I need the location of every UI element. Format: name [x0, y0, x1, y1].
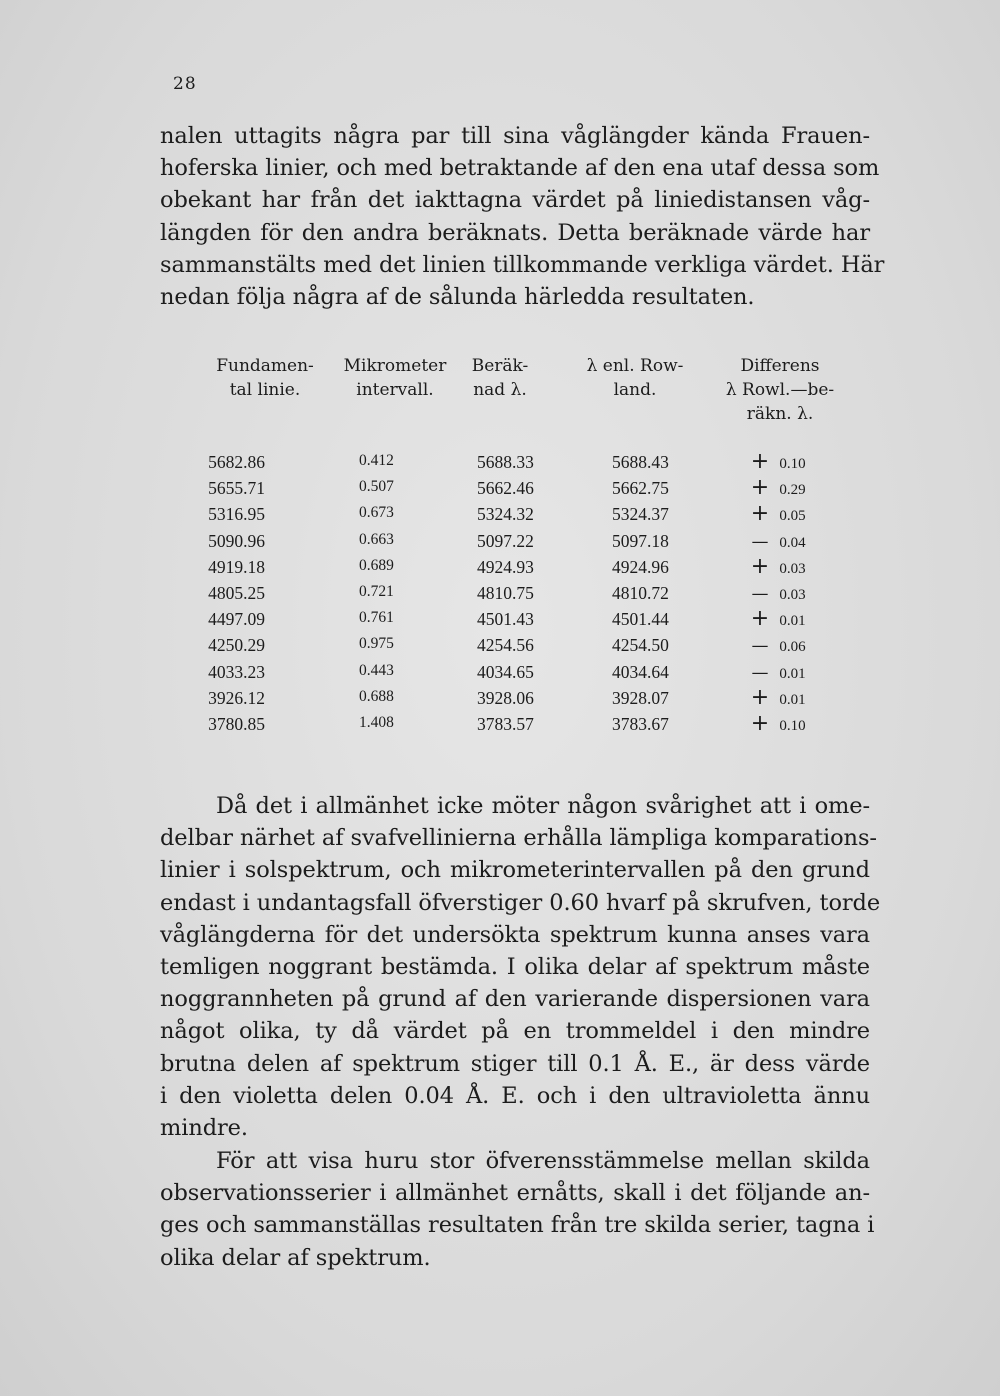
- micrometer-interval-cell: 0.688: [359, 687, 394, 705]
- fundamental-line-cell: 4805.25: [208, 582, 265, 603]
- rowland-lambda-cell: 4254.50: [612, 635, 669, 656]
- fundamental-line-cell: 5682.86: [208, 452, 265, 472]
- computed-lambda-cell: 4034.65: [477, 661, 534, 682]
- text-line: endast i undantagsfall öfverstiger 0.60 hvarf på skrufven, torde: [160, 889, 881, 916]
- rowland-lambda-cell: 4924.96: [612, 556, 669, 577]
- fundamental-line-cell: 3926.12: [208, 687, 265, 708]
- text-line: sammanstälts med det linien tillkommande verkliga värdet. Här: [160, 251, 885, 278]
- micrometer-interval-cell: 0.721: [359, 582, 394, 600]
- difference-value: 0.03: [779, 560, 806, 577]
- computed-lambda-cell: 5688.33: [477, 452, 534, 472]
- text-line: ges och sammanställas resultaten från tre skilda serier, tagna i: [160, 1212, 875, 1239]
- difference-cell: [745, 449, 806, 474]
- text-line: Då det i allmänhet icke möter någon svårighet att i ome-: [216, 793, 870, 819]
- micrometer-interval-cell: 0.975: [359, 635, 394, 653]
- table-header: [160, 354, 880, 444]
- rowland-lambda-cell: 4810.72: [612, 582, 669, 603]
- intro-paragraph: [160, 120, 885, 313]
- table-row: [160, 553, 880, 583]
- plus-sign: +: [750, 606, 770, 632]
- text-line: linier i solspektrum, och mikrometerintervallen på den grund: [160, 857, 870, 884]
- difference-cell: [745, 606, 806, 632]
- computed-lambda-cell: 3783.57: [477, 713, 534, 734]
- rowland-lambda-cell: 5324.37: [612, 504, 669, 525]
- difference-cell: [745, 684, 806, 710]
- difference-cell: [745, 662, 806, 683]
- text-line: brutna delen af spektrum stiger till 0.1 Å. E., är dess värde: [160, 1050, 870, 1077]
- table-row: [160, 635, 880, 661]
- table-row: [160, 583, 880, 609]
- text-line: observationsserier i allmänhet ernåtts, skall i det följande an-: [160, 1180, 870, 1207]
- header-fundamental-line: Fundamen- tal linie.: [216, 356, 314, 400]
- difference-value: 0.10: [779, 456, 806, 472]
- plus-sign: +: [750, 501, 770, 527]
- header-micrometer-interval: Mikrometer intervall.: [343, 356, 447, 400]
- rowland-lambda-cell: 3928.07: [612, 687, 669, 708]
- difference-cell: [745, 475, 806, 501]
- text-line: något olika, ty då värdet på en trommeldel i den mindre: [160, 1018, 870, 1045]
- table-row: [160, 606, 880, 635]
- computed-lambda-cell: 4501.43: [477, 609, 534, 630]
- rowland-lambda-cell: 5662.75: [612, 478, 669, 499]
- plus-sign: +: [750, 710, 770, 736]
- micrometer-interval-cell: 0.507: [359, 478, 394, 496]
- difference-value: 0.10: [779, 717, 806, 734]
- difference-cell: [745, 501, 806, 527]
- fundamental-line-cell: 5316.95: [208, 504, 265, 525]
- rowland-lambda-cell: 3783.67: [612, 713, 669, 734]
- text-line: noggrannheten på grund af den varierande dispersionen vara: [160, 986, 870, 1013]
- computed-lambda-cell: 5662.46: [477, 478, 534, 499]
- header-difference: Differens λ Rowl.—be- räkn. λ.: [725, 356, 835, 424]
- text-line: hoferska linier, och med betraktande af den ena utaf dessa som: [160, 155, 880, 182]
- micrometer-interval-cell: 0.412: [359, 452, 394, 469]
- difference-value: 0.04: [779, 534, 806, 551]
- rowland-lambda-cell: 5688.43: [612, 452, 669, 472]
- computed-lambda-cell: 5324.32: [477, 504, 534, 525]
- difference-cell: [745, 531, 806, 552]
- text-line: För att visa huru stor öfverensstämmelse mellan skilda: [216, 1148, 870, 1174]
- difference-value: 0.01: [779, 613, 806, 630]
- table-row: [160, 475, 880, 504]
- plus-sign: +: [750, 684, 770, 710]
- difference-value: 0.29: [779, 482, 806, 499]
- rowland-lambda-cell: 4501.44: [612, 609, 669, 630]
- minus-sign: —: [751, 583, 769, 604]
- computed-lambda-cell: 4924.93: [477, 556, 534, 577]
- text-line: obekant har från det iakttagna värdet på liniedistansen våg-: [160, 187, 870, 214]
- header-rowland-lambda: λ enl. Row- land.: [586, 356, 684, 400]
- table-row: [160, 662, 880, 688]
- text-line: i den violetta delen 0.04 Å. E. och i den ultravioletta ännu: [160, 1082, 870, 1109]
- text-line: våglängderna för det undersökta spektrum kunna anses vara: [160, 921, 870, 948]
- fundamental-line-cell: 4250.29: [208, 635, 265, 656]
- plus-sign: +: [750, 475, 770, 501]
- difference-value: 0.01: [779, 665, 806, 682]
- page-number: 28: [173, 74, 197, 94]
- rowland-lambda-cell: 4034.64: [612, 661, 669, 682]
- computed-lambda-cell: 5097.22: [477, 530, 534, 551]
- micrometer-interval-cell: 1.408: [359, 713, 394, 731]
- minus-sign: —: [751, 531, 769, 552]
- micrometer-interval-cell: 0.689: [359, 556, 394, 574]
- table-row: [160, 501, 880, 530]
- minus-sign: —: [751, 636, 769, 657]
- fundamental-line-cell: 5090.96: [208, 530, 265, 551]
- computed-lambda-cell: 3928.06: [477, 687, 534, 708]
- difference-value: 0.01: [779, 691, 806, 708]
- text-line: nedan följa några af de sålunda härledda resultaten.: [160, 284, 755, 311]
- header-computed-lambda: Beräk- nad λ.: [471, 356, 529, 400]
- difference-cell: [745, 553, 806, 579]
- micrometer-interval-cell: 0.761: [359, 609, 394, 627]
- table-row: [160, 531, 880, 557]
- text-line: nalen uttagits några par till sina våglängder kända Frauen-: [160, 123, 870, 149]
- table-row: [160, 710, 880, 740]
- micrometer-interval-cell: 0.443: [359, 661, 394, 679]
- computed-lambda-cell: 4810.75: [477, 582, 534, 603]
- difference-value: 0.06: [779, 639, 806, 656]
- text-line: längden för den andra beräknats. Detta beräknade värde har: [160, 219, 870, 246]
- difference-cell: [745, 710, 806, 736]
- plus-sign: +: [750, 449, 770, 474]
- body-paragraph: [160, 790, 881, 1144]
- data-table: [160, 449, 880, 740]
- text-line: delbar närhet af svafvellinierna erhålla lämpliga komparations-: [160, 825, 877, 852]
- minus-sign: —: [751, 662, 769, 683]
- difference-value: 0.03: [779, 586, 806, 603]
- fundamental-line-cell: 4033.23: [208, 661, 265, 682]
- text-line: mindre.: [160, 1115, 248, 1142]
- fundamental-line-cell: 4497.09: [208, 609, 265, 630]
- difference-cell: [745, 583, 806, 604]
- text-line: olika delar af spektrum.: [160, 1244, 431, 1271]
- fundamental-line-cell: 5655.71: [208, 478, 265, 499]
- difference-cell: [745, 635, 806, 656]
- plus-sign: +: [750, 553, 770, 579]
- table-row: [160, 684, 880, 714]
- table-row: [160, 449, 880, 478]
- closing-paragraph: [160, 1145, 875, 1274]
- micrometer-interval-cell: 0.663: [359, 530, 394, 548]
- micrometer-interval-cell: 0.673: [359, 504, 394, 522]
- rowland-lambda-cell: 5097.18: [612, 530, 669, 551]
- computed-lambda-cell: 4254.56: [477, 635, 534, 656]
- text-line: temligen noggrant bestämda. I olika delar af spektrum måste: [160, 954, 870, 981]
- fundamental-line-cell: 4919.18: [208, 556, 265, 577]
- difference-value: 0.05: [779, 508, 806, 525]
- fundamental-line-cell: 3780.85: [208, 713, 265, 734]
